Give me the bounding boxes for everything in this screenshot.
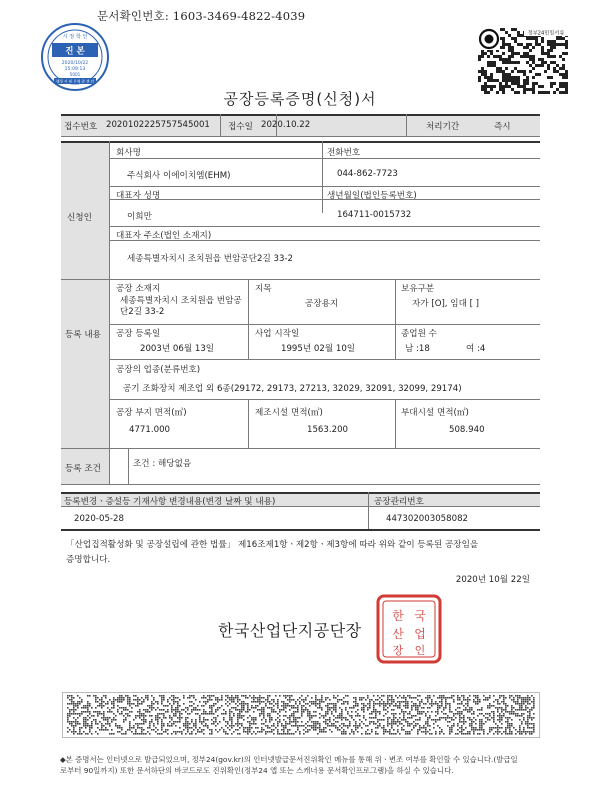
changes-value: 2020-05-28 [74,514,124,524]
certificate-form-table [61,114,540,530]
representative-name-value: 이희만 [127,212,152,222]
svg-text:한: 한 [392,609,404,623]
qr-caption: 정부24민원서류 [527,30,565,37]
changes-label: 등록변경ㆍ증설등 기재사항 변경내용(변경 날짜 및 내용) [64,497,276,507]
representative-address-label: 대표자 주소(법인 소재지) [116,231,212,241]
receipt-number-value: 2020102225757545001 [106,120,210,130]
representative-name-label: 대표자 성명 [116,191,161,201]
auxiliary-area-label: 부대시설 면적(㎡) [401,408,469,418]
processing-period-label: 처리기간 [426,122,460,132]
applicant-section-label: 신청인 [67,213,92,223]
svg-text:인: 인 [414,644,426,657]
industry-value: 공기 조화장치 제조업 외 6종(29172, 29173, 27213, 32029, 32091, 32099, 29174) [123,384,462,394]
employees-female-value: 여 :4 [466,344,486,354]
business-start-label: 사업 시작일 [255,329,300,339]
certification-statement [66,538,536,568]
factory-location-line1: 세종특별자치시 조치원읍 번암공 [120,296,242,306]
document-number: 문서확인번호: 1603-3469-4822-4039 [97,9,306,23]
stamp-main-text: 진 본 [65,46,85,57]
factory-management-number-label: 공장관리번호 [374,497,424,507]
stamp-time-text: 15:09:13 [64,67,86,72]
stamp-bottom-text: 행정 서 원 우체 관 센 터 [55,79,95,84]
birthdate-value: 164711-0015732 [337,210,412,220]
verification-qr-code [478,28,568,94]
registration-date-value: 2003년 06월 13일 [140,344,215,354]
phone-label: 전화번호 [327,148,361,158]
processing-period-value: 즉시 [494,122,511,132]
stamp-code-text: 5001 [69,72,81,77]
qr-code-graphic [478,28,568,94]
receipt-date-value: 2020.10.22 [261,120,311,130]
conditions-label: 등록 조건 [65,464,101,474]
document-number-label: 문서확인번호 [97,9,165,23]
conditions-value: 조건 : 해당없음 [133,459,192,469]
document-number-value: 1603-3469-4822-4039 [172,9,306,23]
industry-label: 공장의 업종(분류번호) [116,365,201,375]
site-area-value: 4771.000 [129,425,171,435]
business-start-value: 1995년 02월 10일 [281,344,356,354]
manufacturing-area-label: 제조시설 면적(㎡) [255,408,323,418]
certification-line-2: 증명합니다. [66,555,111,565]
representative-address-value: 세종특별자치시 조치원읍 번암공단2길 33-2 [127,254,293,264]
manufacturing-area-value: 1563.200 [307,425,349,435]
factory-location-label: 공장 소재지 [116,284,161,294]
receipt-date-label: 접수일 [228,122,253,132]
footnote-line-2: 로부터 90일까지) 또한 문서하단의 바코드로도 진위확인(정부24 앱 또는 스캐너용 문서확인프로그램)을 하실 수 있습니다. [60,766,454,775]
footnote-line-1: ◆본 증명서는 인터넷으로 발급되었으며, 정부24(gov.kr)의 인터넷발급문서진위확인 메뉴를 통해 위ㆍ변조 여부를 확인할 수 있습니다.(발급일 [60,755,518,764]
verification-footnote [60,754,560,776]
factory-location-line2: 단2길 33-2 [120,307,165,317]
birthdate-label: 생년월일(법인등록번호) [327,191,417,201]
phone-value: 044-862-7723 [337,169,398,179]
svg-text:업: 업 [414,627,426,641]
receipt-number-label: 접수번호 [64,122,98,132]
document-barcode [62,692,540,738]
land-category-label: 지목 [255,284,272,294]
factory-management-number-value: 447302003058082 [386,514,469,524]
company-name-label: 회사명 [116,148,141,158]
svg-text:장: 장 [392,644,404,657]
certification-line-1: 「산업집적활성화 및 공장설립에 관한 법률」 제16조제1항ㆍ제2항ㆍ제3항에 따라 위와 같이 등록된 공장임을 [66,540,479,550]
issuer-name: 한국산업단지공단장 [218,621,362,640]
registration-date-label: 공장 등록일 [116,329,161,339]
company-name-value: 주식회사 이에이치엠(EHM) [127,171,231,181]
registration-section-bg [61,279,109,448]
ownership-label: 보유구분 [401,284,435,294]
auxiliary-area-value: 508.940 [449,425,485,435]
employees-label: 종업원 수 [401,329,437,339]
land-category-value: 공장용지 [305,299,339,309]
site-area-label: 공장 부지 면적(㎡) [116,408,187,418]
stamp-date-text: 2020/10/22 [61,61,89,66]
ownership-value: 자가 [O], 임대 [ ] [412,299,480,309]
document-title: 공장등록증명(신청)서 [223,90,377,108]
svg-text:산: 산 [392,627,404,641]
stamp-top-text: 시 점 학 인 [62,34,88,40]
registration-section-label: 등록 내용 [65,330,101,340]
issue-date: 2020년 10월 22일 [455,575,530,585]
svg-text:국: 국 [414,609,426,623]
barcode-graphic [63,693,539,737]
official-seal [376,594,442,664]
genuine-certification-stamp [40,22,110,92]
employees-male-value: 남 :18 [405,344,430,354]
